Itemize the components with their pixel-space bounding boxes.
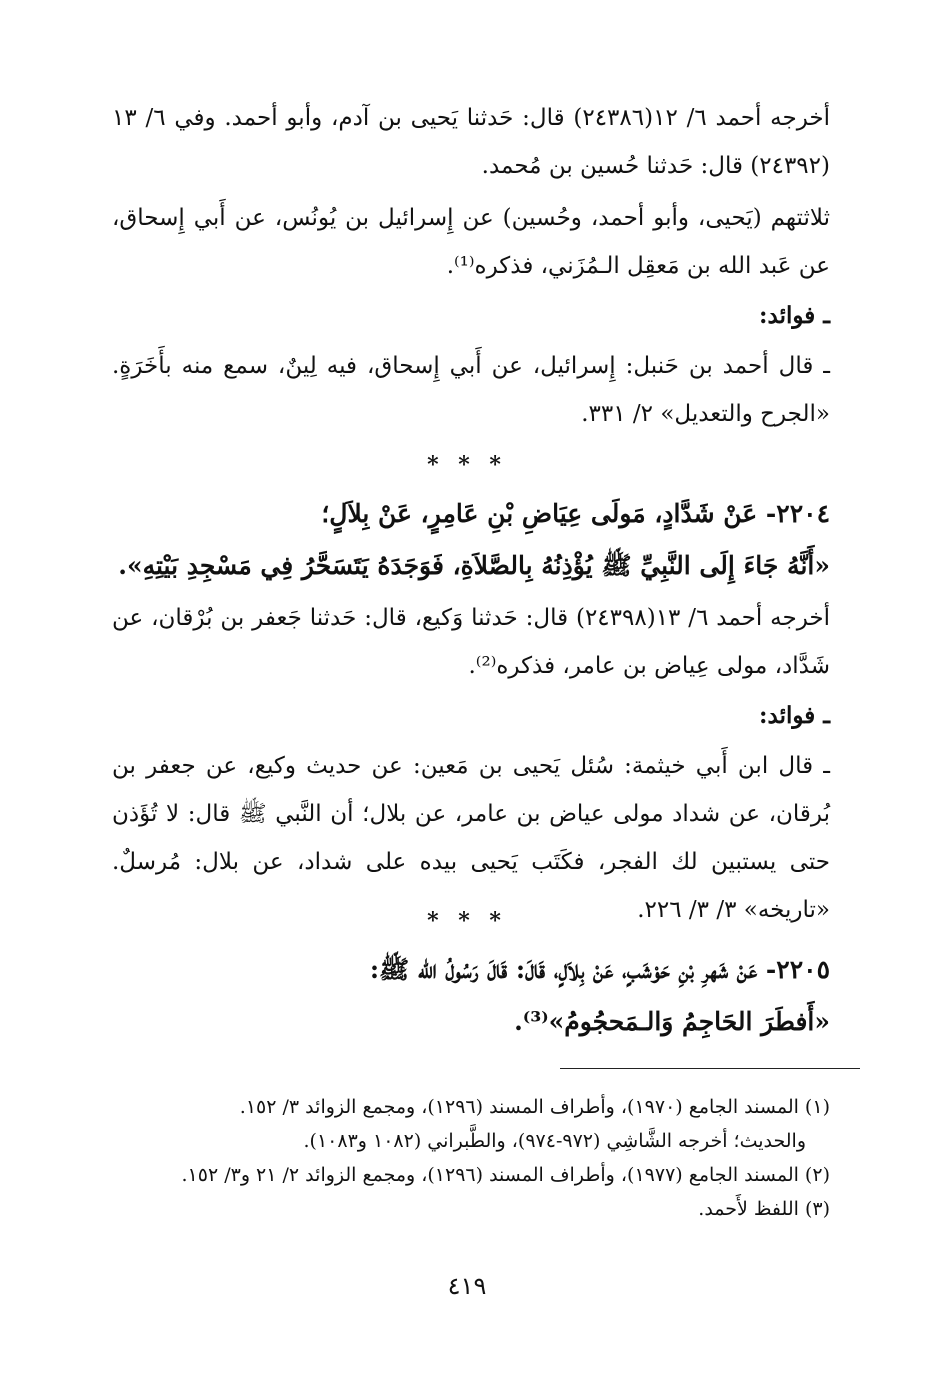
hadith-intro: ٢٢٠٤- عَنْ شَدَّادٍ، مَولَى عِيَاضِ بْنِ عَامِرٍ، عَنْ بِلاَلٍ؛: [321, 499, 830, 528]
hadith-text: «أَنَّهُ جَاءَ إِلَى النَّبِيِّ ﷺ يُؤْذِنُهُ بِالصَّلاَةِ، فَوَجَدَهُ يَتَسَحَّرُ فِي مَسْجِدِ بَيْتِهِ».: [118, 551, 830, 580]
takhrij-section-top: [112, 94, 830, 438]
hadith-intro: ٢٢٠٥- عَنْ شَهرِ بْنِ حَوْشَبٍ، عَنْ بِلاَلٍ، قَالَ: قَالَ رَسُولُ الله ﷺ:: [369, 955, 830, 984]
benefit-paragraph: ـ قال أحمد بن حَنبل: إِسرائيل، عن أَبي إِسحاق، فيه لِينٌ، سمع منه بأَخَرَةٍ. «الجرح والتعديل» ٢/ ٣٣١.: [112, 353, 830, 427]
footnote: (١) المسند الجامع (١٩٧٠)، وأطراف المسند (١٢٩٦)، ومجمع الزوائد ٣/ ١٥٢.: [239, 1096, 830, 1118]
footnotes: [112, 1090, 830, 1226]
section-separator: * * *: [427, 452, 507, 478]
takhrij-paragraph: أخرجه أحمد ٦/ ١٣(٢٤٣٩٨) قال: حَدثنا وَكيع، قال: حَدثنا جَعفر بن بُرْقان، عن شَدَّاد، مولى عِياض بن عامر، فذكره⁽²⁾.: [112, 605, 831, 679]
page-number: ٤١٩: [447, 1272, 487, 1300]
takhrij-paragraph: أخرجه أحمد ٦/ ١٢(٢٤٣٨٦) قال: حَدثنا يَحيى بن آدم، وأبو أحمد. وفي ٦/ ١٣ (٢٤٣٩٢) قال: حَدثنا حُسين بن مُحمد.: [112, 105, 831, 179]
benefit-paragraph: ـ قال ابن أَبي خيثمة: سُئل يَحيى بن مَعين: عن حديث وكيع، عن جعفر بن بُرقان، عن شداد مولى عياض بن عامر، عن بلال؛ أن النَّبي ﷺ قال: لا تُؤَذن حتى يستبين لك الفجر، فكَتَب يَحيى بيده على شداد، عن بلال: مُرسلٌ. «تاريخه» ٣/ ٣/ ٢٢٦.: [112, 753, 830, 923]
hadith-2204-section: [112, 488, 830, 934]
benefits-heading: ـ فوائد:: [759, 702, 830, 729]
footnote-divider: [560, 1068, 860, 1069]
benefits-heading: ـ فوائد:: [759, 302, 830, 329]
section-separator: * * *: [427, 908, 507, 934]
takhrij-paragraph: ثلاثتهم (يَحيى، وأبو أحمد، وحُسين) عن إِسرائيل بن يُونُس، عن أَبي إِسحاق، عن عَبد الله بن مَعقِل الـمُزَني، فذكره⁽¹⁾.: [112, 205, 830, 279]
footnote: (٣) اللفظ لأَحمد.: [698, 1198, 830, 1220]
footnote: (٢) المسند الجامع (١٩٧٧)، وأطراف المسند (١٢٩٦)، ومجمع الزوائد ٢/ ٢١ و٣/ ١٥٢.: [181, 1164, 830, 1186]
hadith-2205-section: [112, 944, 830, 1048]
hadith-text: «أَفطَرَ الحَاجِمُ وَالـمَحجُومُ»⁽³⁾.: [514, 1007, 830, 1036]
footnote: والحديث؛ أخرجه الشَّاشِي (٩٧٢-٩٧٤)، والطَّبراني (١٠٨٢ و١٠٨٣).: [303, 1130, 806, 1152]
